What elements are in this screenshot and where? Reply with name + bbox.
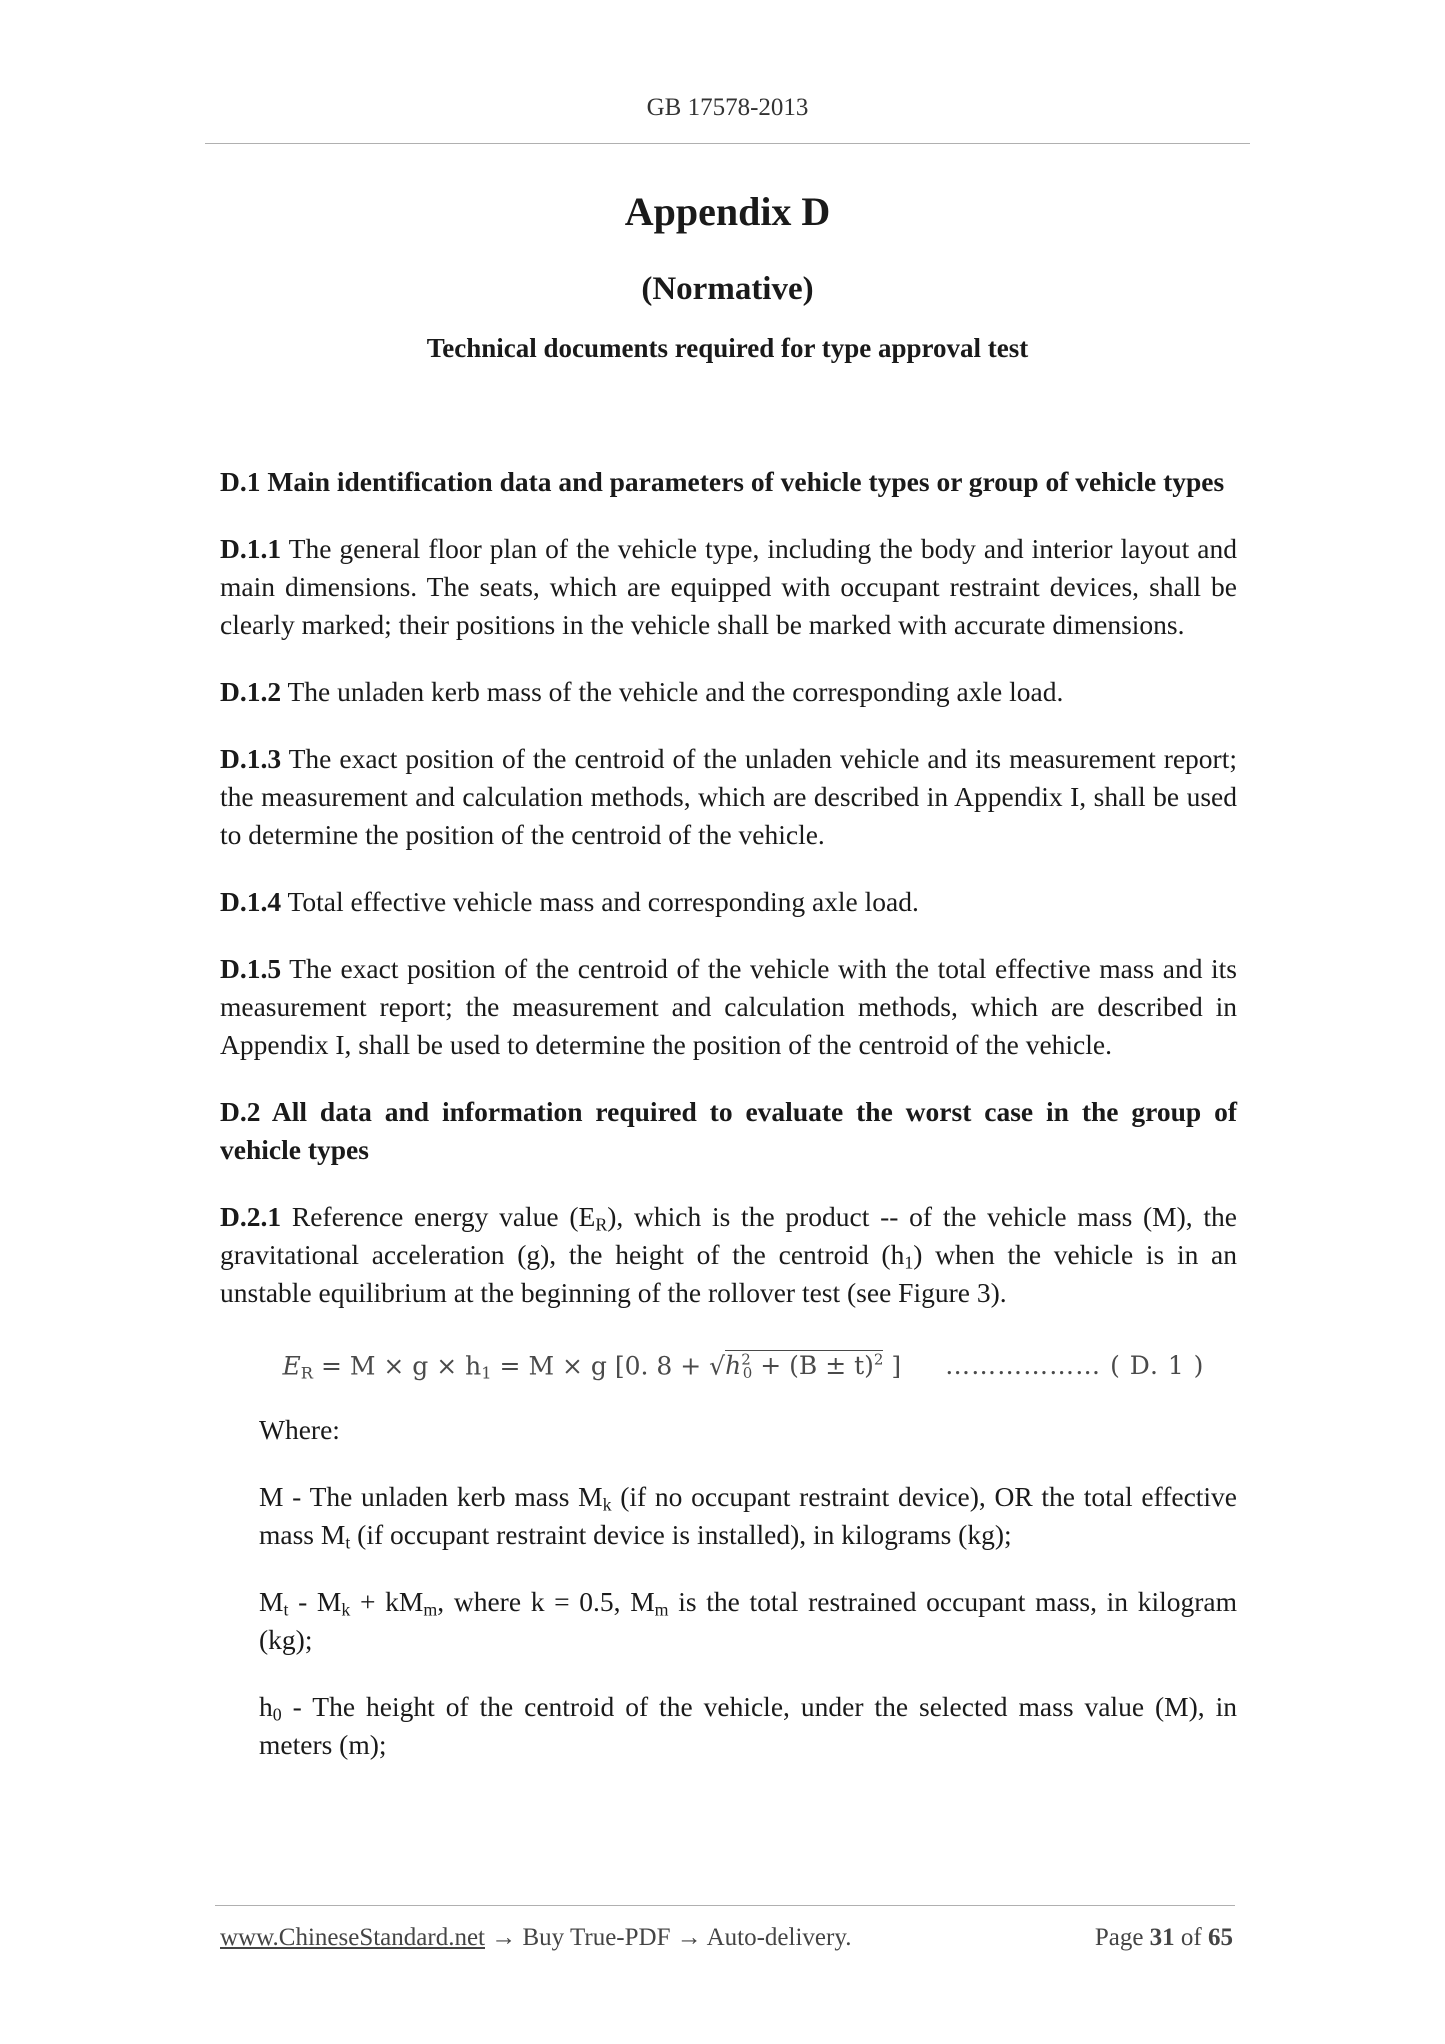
clause-text: Total effective vehicle mass and corresponding axle load. <box>281 886 919 917</box>
definition-text: + kM <box>350 1586 424 1618</box>
radical-body <box>725 1350 884 1383</box>
subscript: t <box>345 1532 351 1553</box>
definition-text: (if occupant restraint device is installed), in kilograms (kg); <box>350 1519 1012 1551</box>
formula-number: ……………… ( D. 1 ) <box>945 1351 1205 1381</box>
current-page: 31 <box>1149 1924 1175 1951</box>
formula-d1 <box>220 1341 1237 1385</box>
page-number <box>1095 1924 1233 1952</box>
definition-text: h <box>259 1691 273 1723</box>
website-link[interactable]: www.ChineseStandard.net <box>220 1924 485 1951</box>
buy-pdf-text: → Buy True-PDF <box>485 1924 677 1951</box>
page-header: GB 17578-2013 <box>646 94 809 121</box>
definition-text: (if no occupant restraint device), OR the total effective mass M <box>259 1481 1238 1551</box>
of-label: of <box>1174 1924 1208 1951</box>
definition-text: , where k = 0.5, M <box>437 1586 655 1618</box>
clause-d1-1 <box>220 530 1237 644</box>
total-pages: 65 <box>1208 1924 1233 1951</box>
formula-symbol: h <box>725 1351 742 1381</box>
clause-d1-3 <box>220 740 1237 854</box>
definition-text: - M <box>288 1586 342 1618</box>
clause-d1-5 <box>220 950 1237 1064</box>
auto-delivery-text: → Auto-delivery. <box>676 1924 852 1951</box>
clause-text: ), which is the product -- of the vehicle mass (M), the gravitational acceleration (g), the height of the centroid (h <box>220 1201 1237 1270</box>
definition-h0 <box>220 1688 1237 1764</box>
subscript: R <box>595 1214 608 1235</box>
footer-divider <box>215 1905 1235 1906</box>
formula-part: ] <box>883 1351 902 1381</box>
page-footer <box>220 1924 1233 1952</box>
subscript: k <box>602 1494 612 1515</box>
page-label: Page <box>1094 1924 1150 1951</box>
formula-symbol: E <box>282 1351 301 1381</box>
clause-d1-4 <box>220 883 1237 921</box>
clause-text: The general floor plan of the vehicle type, including the body and interior layout and main dimensions. The seats, which are equipped with occupant restraint devices, shall be clearly marked; their positions in the vehicle shall be marked with accurate dimensions. <box>220 533 1237 640</box>
clause-number: D.1.3 <box>220 743 282 774</box>
clause-text: The exact position of the centroid of the unladen vehicle and its measurement report; the measurement and calculation methods, which are described in Appendix I, shall be used to determine the position of the centroid of the vehicle. <box>220 743 1237 850</box>
clause-text: Reference energy value (E <box>281 1201 596 1232</box>
subscript: m <box>423 1599 438 1620</box>
definition-text: - The height of the centroid of the vehicle, under the selected mass value (M), in meters (m); <box>259 1691 1237 1761</box>
subscript: m <box>654 1599 669 1620</box>
definition-text: M - The unladen kerb mass M <box>259 1481 603 1513</box>
subscript: 0 <box>272 1704 282 1725</box>
clause-number: D.1.4 <box>220 886 282 917</box>
header-divider <box>205 143 1250 144</box>
clause-number: D.1.5 <box>220 953 282 984</box>
page-description: Technical documents required for type approval test <box>426 333 1029 363</box>
clause-text: ) when the vehicle is in an unstable equilibrium at the beginning of the rollover test (see Figure 3). <box>220 1239 1238 1308</box>
superscript: 2 <box>741 1351 751 1369</box>
page-subtitle: (Normative) <box>641 271 814 307</box>
clause-number: D.1.1 <box>220 533 282 564</box>
clause-text: The unladen kerb mass of the vehicle and the corresponding axle load. <box>281 676 1064 707</box>
definition-text: is the total restrained occupant mass, in kilogram (kg); <box>259 1586 1237 1656</box>
formula-part: = M × g × h <box>313 1351 482 1381</box>
clause-number: D.2.1 <box>220 1201 282 1232</box>
definition-text: M <box>259 1586 284 1618</box>
subscript: 1 <box>904 1252 914 1273</box>
clause-d1-2 <box>220 673 1237 711</box>
formula-part: = M × g [0. 8 + √ <box>491 1351 726 1381</box>
subscript: 1 <box>481 1363 492 1383</box>
definition-m <box>220 1478 1237 1554</box>
subscript: k <box>341 1599 351 1620</box>
subscript: R <box>300 1363 314 1383</box>
subscript: 0 <box>742 1364 753 1383</box>
page-title: Appendix D <box>624 189 831 234</box>
clause-text: The exact position of the centroid of the vehicle with the total effective mass and its measurement report; the measurement and calculation methods, which are described in Appendix I, shall be used to determine the position of the centroid of the vehicle. <box>220 953 1237 1060</box>
clause-d2-1 <box>220 1198 1237 1312</box>
subscript: t <box>283 1599 289 1620</box>
section-heading-d1: D.1 Main identification data and parameters of vehicle types or group of vehicle types <box>220 466 1225 497</box>
clause-number: D.1.2 <box>220 676 282 707</box>
section-heading-d2: D.2 All data and information required to evaluate the worst case in the group of vehicle types <box>220 1096 1237 1165</box>
document-body <box>220 463 1237 1793</box>
formula-part: + (B ± t) <box>752 1351 874 1381</box>
where-label: Where: <box>259 1414 340 1446</box>
definition-mt <box>220 1583 1237 1659</box>
superscript: 2 <box>873 1351 884 1369</box>
